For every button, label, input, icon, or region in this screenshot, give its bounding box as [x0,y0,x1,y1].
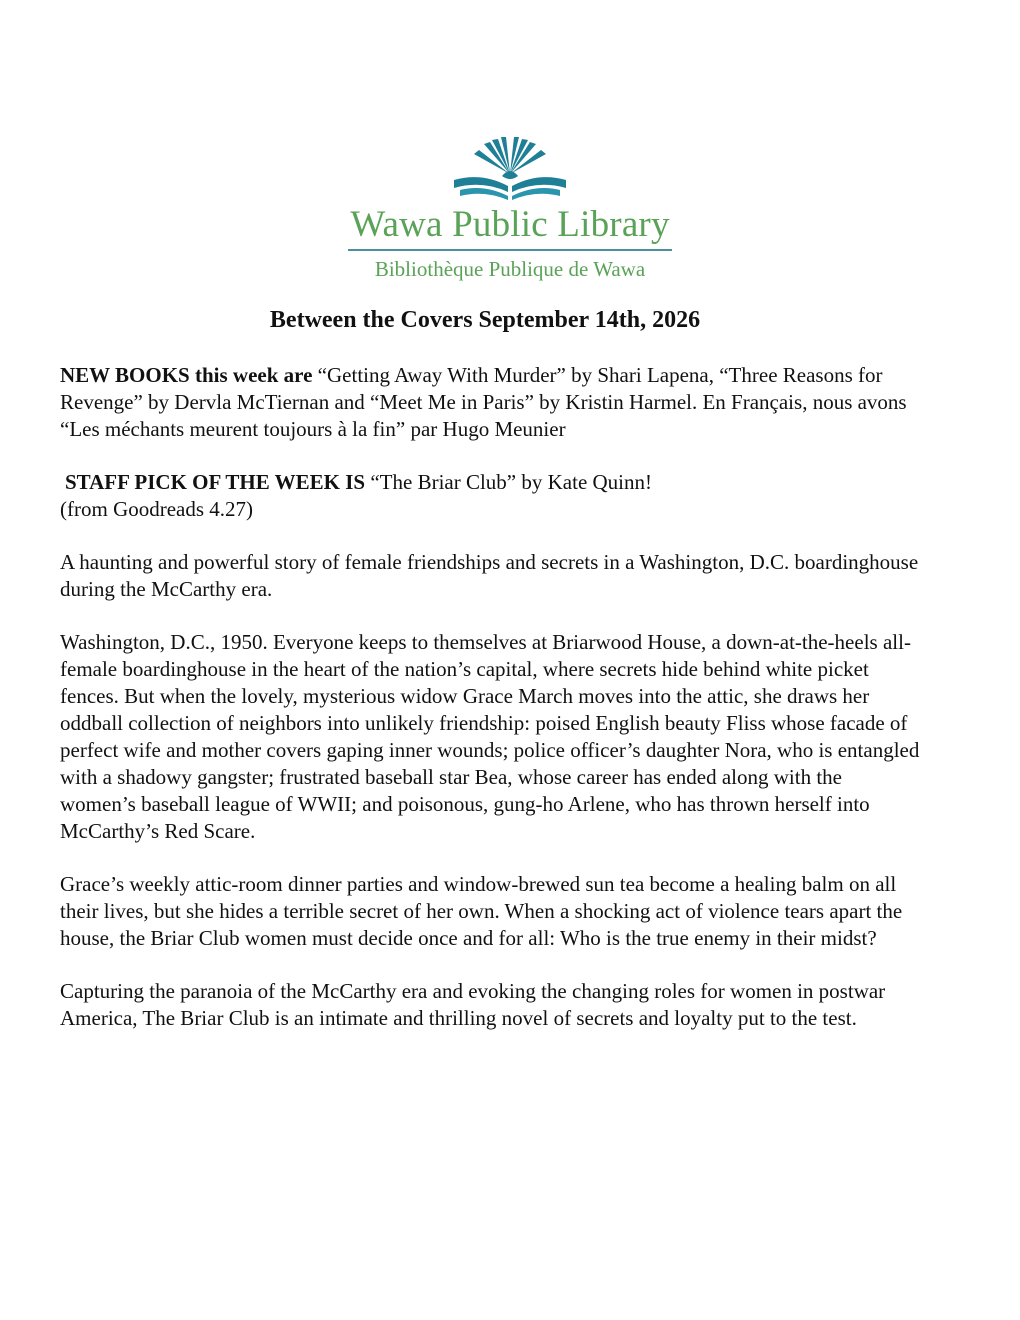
staff-pick-rating: (from Goodreads 4.27) [60,497,254,521]
new-books-paragraph [60,362,920,443]
library-logo [0,136,1020,282]
new-books-label: NEW BOOKS this week are [60,363,313,387]
open-book-with-fan-icon [450,136,570,206]
staff-pick-paragraph [60,469,920,523]
library-name: Wawa Public Library [350,204,670,245]
summary-paragraph: A haunting and powerful story of female friendships and secrets in a Washington, D.C. boardinghouse during the McCarthy era. [60,550,919,601]
article-body [60,362,920,1058]
description-paragraph: Capturing the paranoia of the McCarthy era and evoking the changing roles for women in postwar America, The Briar Club is an intimate and thrilling novel of secrets and loyalty put to the test. [60,979,886,1030]
page-title: Between the Covers September 14th, 2026 [269,307,701,333]
description-paragraph: Grace’s weekly attic-room dinner parties and window-brewed sun tea become a healing balm on all their lives, but she hides a terrible secret of her own. When a shocking act of violence tears apart the house, the Briar Club women must decide once and for all: Who is the true enemy in their midst? [60,872,903,950]
logo-divider [348,249,672,251]
staff-pick-label: STAFF PICK OF THE WEEK IS [65,470,366,494]
library-name-french: Bibliothèque Publique de Wawa [374,257,646,281]
staff-pick-title: “The Briar Club” by Kate Quinn! [365,470,653,494]
staff-pick-line [60,470,652,494]
description-paragraph: Washington, D.C., 1950. Everyone keeps to themselves at Briarwood House, a down-at-the-heels all-female boardinghouse in the heart of the nation’s capital, where secrets hide behind white picket fences. But when the lovely, mysterious widow Grace March moves into the attic, she draws her oddball collection of neighbors into unlikely friendship: poised English beauty Fliss whose facade of perfect wife and mother covers gaping inner wounds; police officer’s daughter Nora, who is entangled with a shadowy gangster; frustrated baseball star Bea, whose career has ended along with the women’s baseball league of WWII; and poisonous, gung-ho Arlene, who has thrown herself into McCarthy’s Red Scare. [60,630,920,843]
new-books-text: “Getting Away With Murder” by Shari Lapena, “Three Reasons for Revenge” by Dervla McTiernan and “Meet Me in Paris” by Kristin Harmel. En Français, nous avons “Les méchants meurent toujours à la fin” par Hugo Meunier [60,363,907,441]
